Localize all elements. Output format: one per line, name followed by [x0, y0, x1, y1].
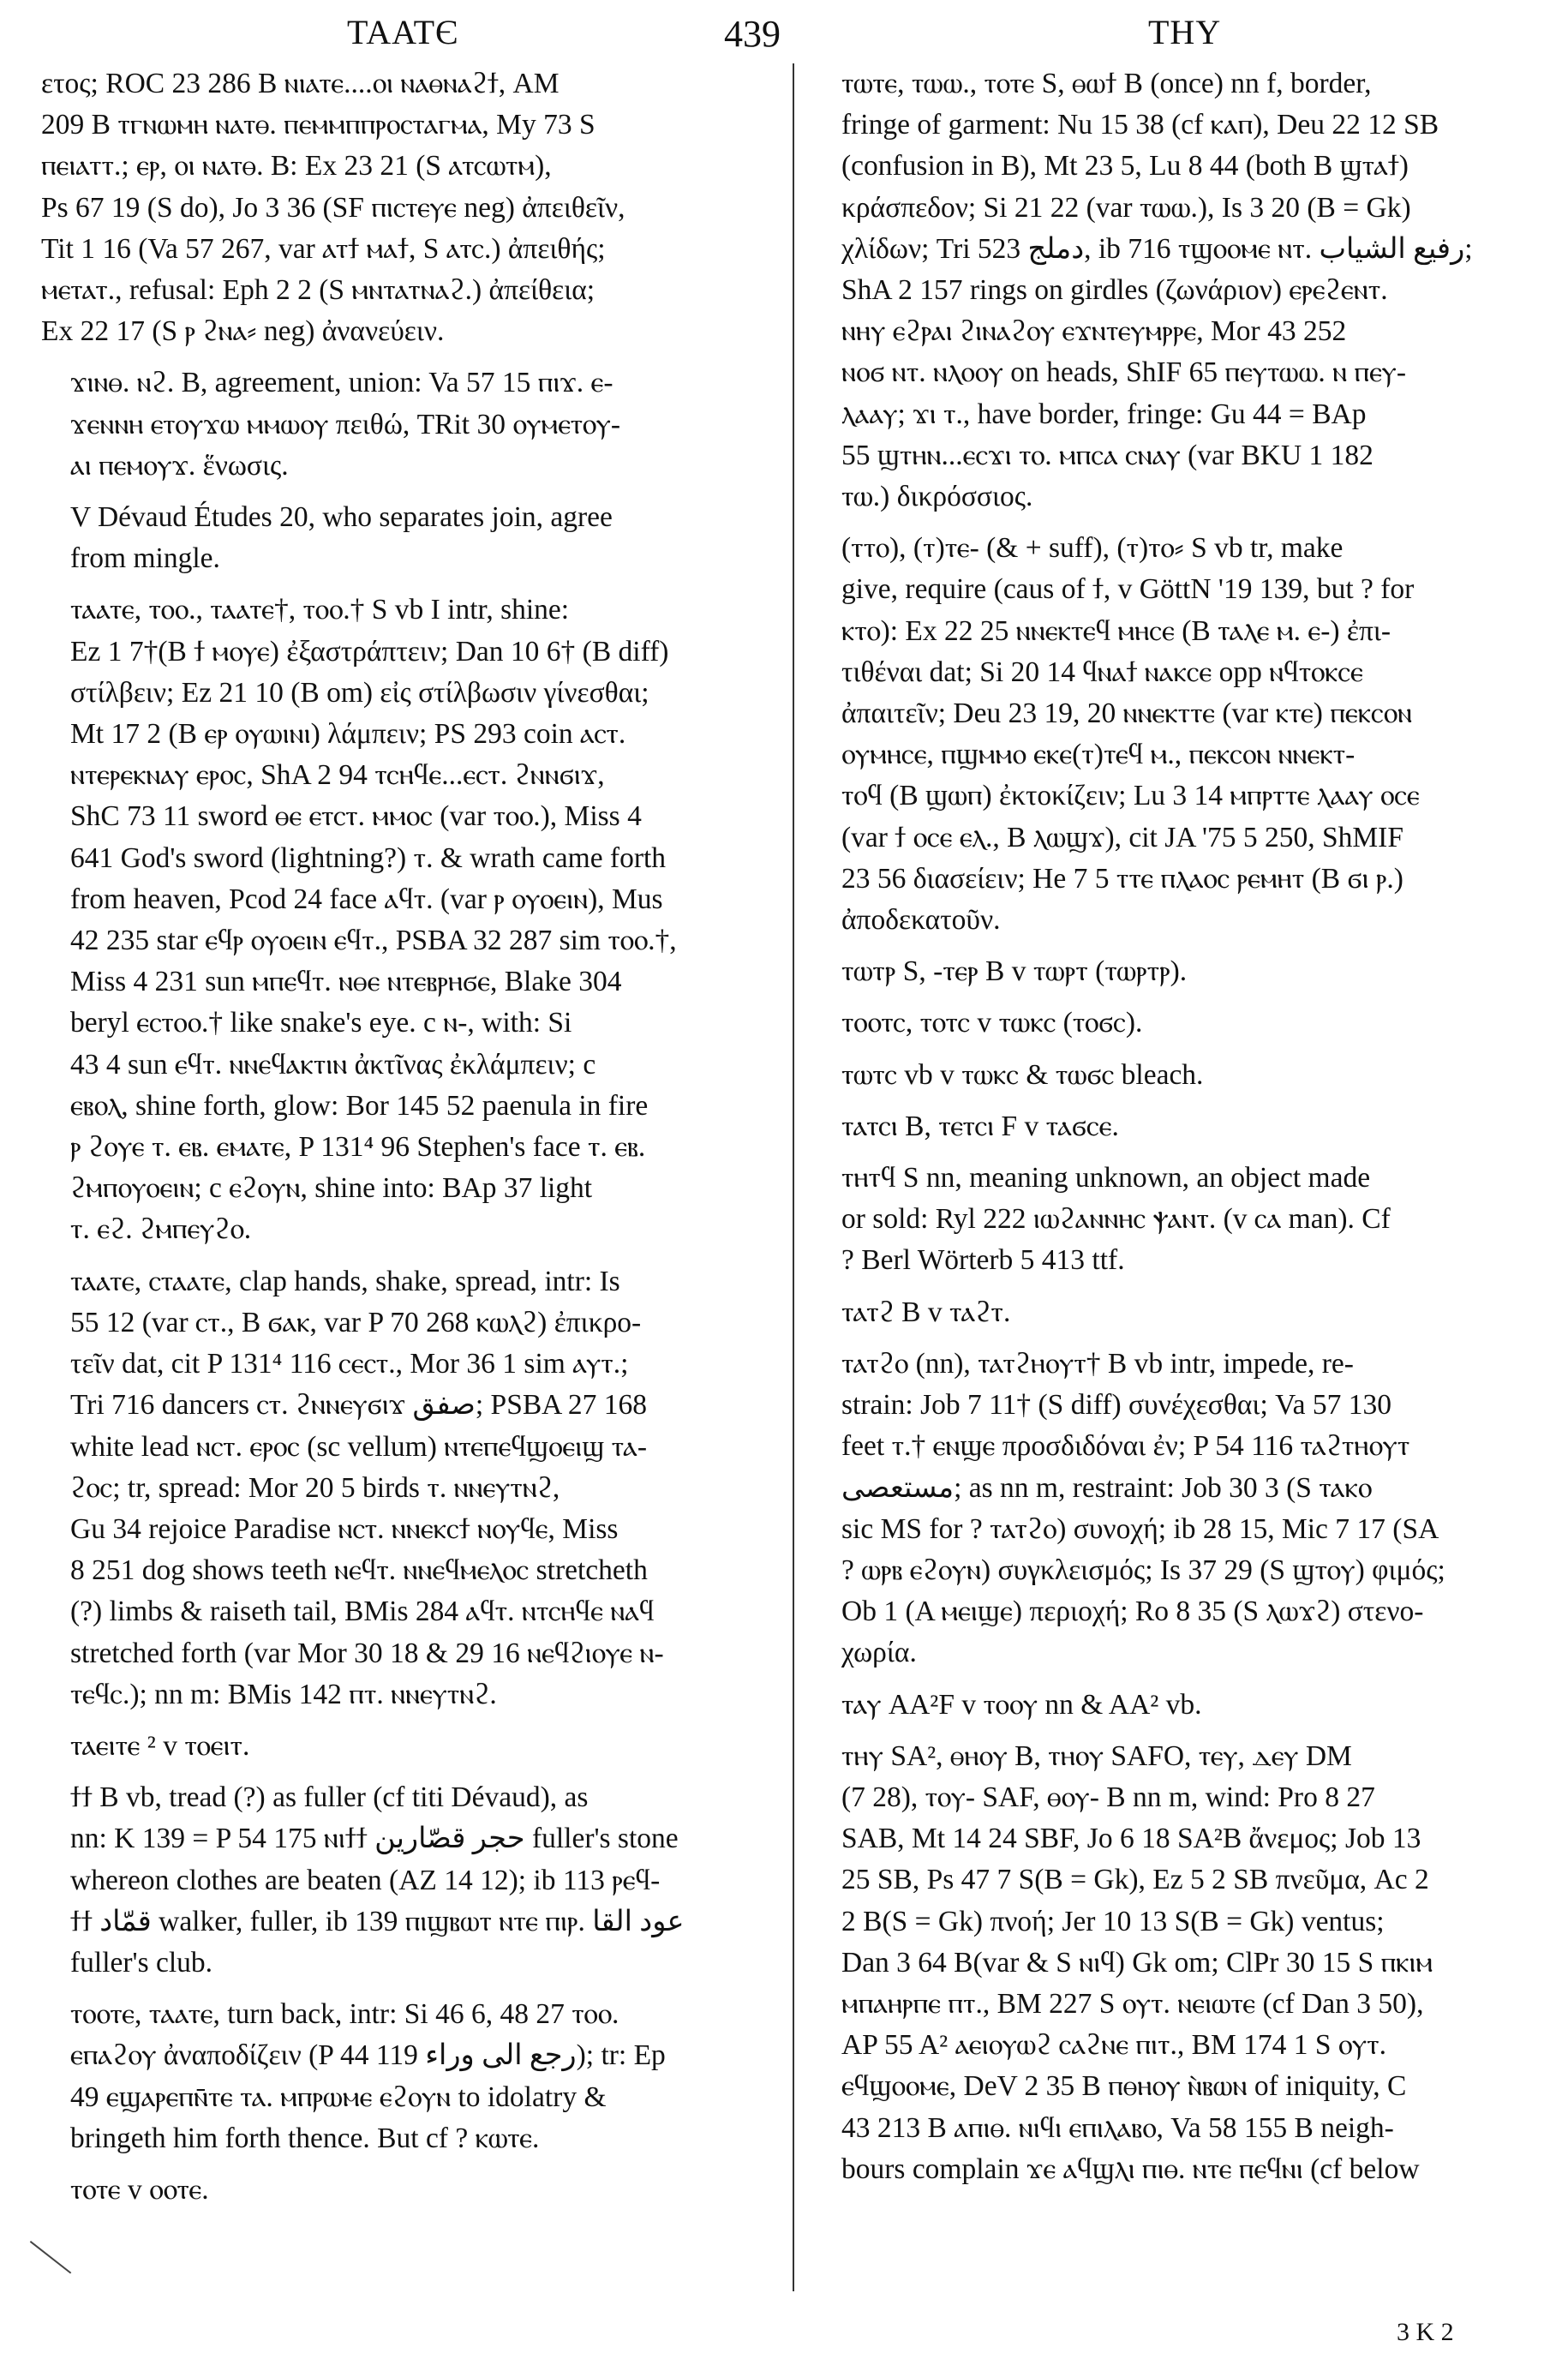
text-line: bringeth him forth thence. But cf ? ⲕⲱⲧⲉ. — [70, 2122, 540, 2154]
text-line: ϫⲉⲛⲛⲏ ⲉⲧⲟⲩϫⲱ ⲙⲙⲱⲟⲩ πειθώ, TRit 30 ⲟⲩⲙⲉⲧⲟⲩ- — [70, 408, 620, 440]
text-line: Tit 1 16 (Va 57 267, var ⲁⲧϯ ⲙⲁϯ, S ⲁⲧⲥ.) ἀπειθής; — [41, 232, 606, 265]
entry-paragraph — [812, 1158, 1549, 1282]
entry-paragraph — [41, 63, 778, 352]
text-line: مستعصى; as nn m, restraint: Job 30 3 (S ⲧⲁⲕⲟ — [841, 1471, 1373, 1504]
text-line: ⲧⲱⲧⲣ S, -ⲧⲉⲣ B v ⲧⲱⲣⲧ (ⲧⲱⲣⲧⲣ). — [841, 955, 1188, 988]
entry-paragraph — [812, 1003, 1549, 1044]
entry-paragraph — [41, 1994, 778, 2159]
text-line: Dan 3 64 B(var & S ⲛⲓϥ) Gk om; ClPr 30 15 S ⲡⲕⲓⲙ — [841, 1946, 1433, 1979]
text-line: beryl ⲉⲥⲧⲟⲟ.† like snake's eye. c ⲛ-, with: Si — [70, 1007, 572, 1039]
text-line: ⲡⲉⲓⲁⲧⲧ.; ⲉⲣ, ⲟⲓ ⲛⲁⲧⲑ. B: Ex 23 21 (S ⲁⲧⲥⲱⲧⲙ), — [41, 150, 552, 183]
text-line: give, require (caus of ϯ, v GöttN '19 139, but ? for — [841, 573, 1415, 606]
text-line: feet ⲧ.† ⲉⲛϣⲉ προσδιδόναι ἐν; P 54 116 ⲧⲁϩⲧⲏⲟⲩⲧ — [841, 1430, 1410, 1463]
text-line: Ez 1 7†(B ϯ ⲙⲟⲩⲉ) ἐξαστράπτειν; Dan 10 6† (B diff) — [70, 635, 669, 668]
text-line: ⲧⲁⲁⲧⲉ, ⲧⲟⲟ., ⲧⲁⲁⲧⲉ†, ⲧⲟⲟ.† S vb I intr, shine: — [70, 594, 570, 626]
entry-paragraph — [812, 63, 1549, 518]
text-line: ShA 2 157 rings on girdles (ζωνάριον) ⲉⲣⲉϩⲉⲛⲧ. — [841, 274, 1388, 307]
text-line: χλίδων; Tri 523 دملج, ib 716 ⲧϣⲟⲟⲙⲉ ⲛⲧ. رفيع الشياب; — [841, 232, 1473, 265]
text-line: ϯϯ قمّاد walker, fuller, ib 139 ⲡⲓϣⲃⲱⲧ ⲛⲧⲉ ⲡⲓⲣ. عود القا — [70, 1905, 685, 1937]
right-column — [812, 63, 1549, 2343]
text-line: 43 213 B ⲁⲡⲓⲑ. ⲛⲓϥⲓ ⲉⲡⲓⲗⲁⲃⲟ, Va 58 155 B neigh- — [841, 2111, 1394, 2144]
text-line: κράσπεδον; Si 21 22 (var ⲧⲱⲱ.), Is 3 20 (B = Gk) — [841, 191, 1411, 224]
text-line: ⲧⲱⲧⲉ, ⲧⲱⲱ., ⲧⲟⲧⲉ S, ⲑⲱϯ B (once) nn f, border, — [841, 68, 1372, 99]
text-line: 209 B ⲧⲅⲛⲱⲙⲏ ⲛⲁⲧⲑ. ⲡⲉⲙⲙⲡⲡⲣⲟⲥⲧⲁⲅⲙⲁ, My 73 S — [41, 109, 595, 141]
text-line: ⲛⲧⲉⲣⲉⲕⲛⲁⲩ ⲉⲣⲟⲥ, ShA 2 94 ⲧⲥⲏϥⲉ...ⲉⲥⲧ. ϩⲛⲛϭⲓϫ, — [70, 759, 605, 792]
entry-paragraph — [41, 1726, 778, 1767]
entry-paragraph — [812, 1292, 1549, 1333]
text-line: Ex 22 17 (S ⲣ ϩⲛⲁ⸗ neg) ἀνανεύειν. — [41, 315, 445, 348]
text-line: Gu 34 rejoice Paradise ⲛⲥⲧ. ⲛⲛⲉⲕⲥϯ ⲛⲟⲩϥⲉ, Miss — [70, 1512, 619, 1545]
text-line: nn: K 139 = P 54 175 ⲛⲓϯϯ حجر قصّارين fuller's stone — [70, 1823, 679, 1855]
text-line: (7 28), ⲧⲟⲩ- SAF, ⲑⲟⲩ- B nn m, wind: Pro 8 27 — [841, 1781, 1375, 1813]
text-line: 25 SB, Ps 47 7 S(B = Gk), Ez 5 2 SB πνεῦμα, Ac 2 — [841, 1864, 1429, 1896]
text-line: ⲧ. ⲉϩ. ϩⲙⲡⲉⲩϩⲟ. — [70, 1213, 252, 1246]
text-line: ⲧⲁⲧⲥⲓ B, ⲧⲉⲧⲥⲓ F v ⲧⲁϭⲥⲉ. — [841, 1110, 1119, 1142]
text-line: Miss 4 231 sun ⲙⲡⲉϥⲧ. ⲛⲑⲉ ⲛⲧⲉⲃⲣⲏϭⲉ, Blake 304 — [70, 966, 622, 998]
text-line: ⲁⲓ ⲡⲉⲙⲟⲩϫ. ἕνωσις. — [70, 449, 289, 482]
left-column — [41, 63, 778, 2343]
text-line: ⲉⲡⲁϩⲟⲩ ἀναποδίζειν (P 44 119 رجع الى وراء); tr: Ep — [70, 2039, 666, 2072]
text-line: (ⲧⲧⲟ), (ⲧ)ⲧⲉ- (& + suff), (ⲧ)ⲧⲟ⸗ S vb tr, make — [841, 532, 1344, 565]
text-line: bours complain ϫⲉ ⲁϥϣⲗⲓ ⲡⲓⲑ. ⲛⲧⲉ ⲡⲉϥⲛⲓ (cf below — [841, 2152, 1420, 2185]
text-line: 8 251 dog shows teeth ⲛⲉϥⲧ. ⲛⲛⲉϥⲙⲉⲗⲟⲥ stretcheth — [70, 1554, 648, 1587]
text-line: from mingle. — [70, 542, 220, 575]
text-line: ϫⲓⲛⲑ. ⲛϩ. B, agreement, union: Va 57 15 ⲡⲓϫ. ⲉ- — [70, 367, 613, 399]
text-line: sic MS for ? ⲧⲁⲧϩⲟ) συνοχή; ib 28 15, Mic 7 17 (SA — [841, 1512, 1439, 1545]
text-line: ἀποδεκατοῦν. — [841, 904, 1001, 937]
text-line: fuller's club. — [70, 1946, 213, 1979]
entry-paragraph — [812, 1344, 1549, 1674]
text-line: ⲧⲁⲁⲧⲉ, ⲥⲧⲁⲁⲧⲉ, clap hands, shake, spread, intr: Is — [70, 1265, 620, 1297]
text-line: ετος; ROC 23 286 B ⲛⲓⲁⲧⲉ....ⲟⲓ ⲛⲁⲑⲛⲁϩϯ, AM — [41, 68, 560, 99]
entry-paragraph — [812, 1106, 1549, 1147]
column-divider — [793, 63, 794, 2291]
entry-paragraph — [41, 1777, 778, 1984]
text-line: ϩⲙⲡⲟⲩⲟⲉⲓⲛ; c ⲉϩⲟⲩⲛ, shine into: BAp 37 light — [70, 1172, 593, 1205]
text-line: AP 55 A² ⲁⲉⲓⲟⲩⲱϩ ⲥⲁϩⲛⲉ ⲡⲓⲧ., BM 174 1 S ⲟⲩⲧ. — [841, 2029, 1386, 2062]
text-line: white lead ⲛⲥⲧ. ⲉⲣⲟⲥ (sc vellum) ⲛⲧⲉⲡⲉϥϣⲟⲉⲓϣ ⲧⲁ- — [70, 1430, 648, 1463]
text-line: (confusion in B), Mt 23 5, Lu 8 44 (both B ϣⲧⲁϯ) — [841, 150, 1409, 183]
text-line: ⲧⲁⲉⲓⲧⲉ ² v ⲧⲟⲉⲓⲧ. — [70, 1729, 250, 1762]
text-line: V Dévaud Études 20, who separates join, agree — [70, 501, 613, 534]
text-line: ⲙⲡⲁⲏⲣⲡⲉ ⲡⲧ., BM 227 S ⲟⲩⲧ. ⲛⲉⲓⲱⲧⲉ (cf Dan 3 50), — [841, 1987, 1424, 2020]
entry-paragraph — [41, 362, 778, 487]
text-line: ⲧⲱ.) δικρόσσιος. — [841, 481, 1033, 513]
entry-paragraph — [812, 528, 1549, 941]
running-head-right: ΤΗΥ — [1148, 13, 1222, 51]
text-line: stretched forth (var Mor 30 18 & 29 16 ⲛⲉϥϩⲓⲟⲩⲉ ⲛ- — [70, 1637, 664, 1669]
text-line: ⲕⲧⲟ): Ex 22 25 ⲛⲛⲉⲕⲧⲉϥ ⲙⲏⲥⲉ (B ⲧⲁⲗⲉ ⲙ. ⲉ-) ἐπι- — [841, 614, 1391, 647]
text-line: Ob 1 (A ⲙⲉⲓϣⲉ) περιοχή; Ro 8 35 (S ⲗⲱϫϩ) στενο- — [841, 1596, 1424, 1628]
text-line: τεῖν dat, cit P 131⁴ 116 ⲥⲉⲥⲧ., Mor 36 1 sim ⲁⲩⲧ.; — [70, 1348, 629, 1380]
text-line: ⲧⲟⲧⲉ v ⲟⲟⲧⲉ. — [70, 2173, 209, 2206]
text-line: ⲧⲉϥⲥ.); nn m: BMis 142 ⲡⲧ. ⲛⲛⲉⲩⲧⲛϩ. — [70, 1678, 497, 1710]
text-line: ? ⲱⲣⲃ ⲉϩⲟⲩⲛ) συγκλεισμός; Is 37 29 (S ϣⲧⲟⲩ) φιμός; — [841, 1554, 1445, 1586]
text-line: ⲧⲁⲩ AA²F v ⲧⲟⲟⲩ nn & AA² vb. — [841, 1688, 1202, 1721]
text-line: Tri 716 dancers ⲥⲧ. ϩⲛⲛⲉⲩϭⲓϫ صفق; PSBA 27 168 — [70, 1389, 648, 1422]
entry-paragraph — [812, 951, 1549, 992]
text-line: ϩⲟⲥ; tr, spread: Mor 20 5 birds ⲧ. ⲛⲛⲉⲩⲧⲛϩ, — [70, 1471, 560, 1504]
running-head-left: ΤΑΑΤЄ — [347, 13, 459, 51]
text-line: ⲧⲁⲧϩ B v ⲧⲁϩⲧ. — [841, 1296, 1011, 1328]
text-line: from heaven, Pcod 24 face ⲁϥⲧ. (var ⲣ ⲟⲩⲟⲉⲓⲛ), Mus — [70, 883, 663, 915]
text-line: ? Berl Wörterb 5 413 ttf. — [841, 1244, 1125, 1277]
text-line: ⲙⲉⲧⲁⲧ., refusal: Eph 2 2 (S ⲙⲛⲧⲁⲧⲛⲁϩ.) ἀπείθεια; — [41, 274, 595, 307]
entry-paragraph — [812, 1736, 1549, 2190]
text-line: ⲛⲟϭ ⲛⲧ. ⲛⲗⲟⲟⲩ on heads, ShIF 65 ⲡⲉⲩⲧⲱⲱ. ⲛ ⲡⲉⲩ- — [841, 356, 1406, 389]
text-line: ⲉϥϣⲟⲟⲙⲉ, DeV 2 35 B ⲡⲑⲏⲟⲩ ⲛ̀ⲃⲱⲛ of iniquity, C — [841, 2070, 1407, 2103]
entry-paragraph — [812, 1055, 1549, 1096]
text-line: ⲧⲟϥ (B ϣⲱⲡ) ἐκτοκίζειν; Lu 3 14 ⲙⲡⲣⲧⲧⲉ ⲗⲁⲁⲩ ⲟⲥⲉ — [841, 780, 1420, 812]
text-line: whereon clothes are beaten (AZ 14 12); ib 113 ⲣⲉϥ- — [70, 1864, 661, 1896]
text-line: ⲧⲁⲧϩⲟ (nn), ⲧⲁⲧϩⲏⲟⲩⲧ† B vb intr, impede, re- — [841, 1347, 1354, 1380]
text-line: Mt 17 2 (B ⲉⲣ ⲟⲩⲱⲓⲛⲓ) λάμπειν; PS 293 coin ⲁⲥⲧ. — [70, 718, 626, 751]
text-line: ⲧⲏⲧϥ S nn, meaning unknown, an object made — [841, 1162, 1371, 1194]
text-line: strain: Job 7 11† (S diff) συνέχεσθαι; Va 57 130 — [841, 1389, 1391, 1422]
text-line: ἀπαιτεῖν; Deu 23 19, 20 ⲛⲛⲉⲕⲧⲧⲉ (var ⲕⲧⲉ) ⲡⲉⲕⲥⲟⲛ — [841, 698, 1413, 730]
text-line: SAB, Mt 14 24 SBF, Jo 6 18 SA²B ἄνεμος; Job 13 — [841, 1823, 1421, 1855]
text-line: ⲧⲏⲩ SA², ⲑⲏⲟⲩ B, ⲧⲏⲟⲩ SAFO, ⲧⲉⲩ, ⲇⲉⲩ DM — [841, 1739, 1352, 1772]
entry-paragraph — [41, 1261, 778, 1715]
text-line: ⲣ ϩⲟⲩⲉ ⲧ. ⲉⲃ. ⲉⲙⲁⲧⲉ, P 131⁴ 96 Stephen's face ⲧ. ⲉⲃ. — [70, 1131, 646, 1164]
text-line: ⲟⲩⲙⲏⲥⲉ, ⲡϣⲙⲙⲟ ⲉⲕⲉ(ⲧ)ⲧⲉϥ ⲙ., ⲡⲉⲕⲥⲟⲛ ⲛⲛⲉⲕⲧ- — [841, 739, 1356, 771]
text-line: (?) limbs & raiseth tail, BMis 284 ⲁϥⲧ. ⲛⲧⲥⲏϥⲉ ⲛⲁϥ — [70, 1596, 655, 1628]
text-line: or sold: Ryl 222 ⲓⲱϩⲁⲛⲛⲏⲥ ⲯⲁⲛⲧ. (v ⲥⲁ man). Cf — [841, 1203, 1391, 1236]
text-line: Ps 67 19 (S do), Jo 3 36 (SF ⲡⲓⲥⲧⲉⲩⲉ neg) ἀπειθεῖν, — [41, 191, 625, 224]
text-line: 2 B(S = Gk) πνοή; Jer 10 13 S(B = Gk) ventus; — [841, 1905, 1385, 1937]
entry-paragraph — [41, 590, 778, 1250]
text-line: ShC 73 11 sword ⲑⲉ ⲉⲧⲥⲧ. ⲙⲙⲟⲥ (var ⲧⲟⲟ.), Miss 4 — [70, 800, 642, 833]
text-line: (var ϯ ⲟⲥⲉ ⲉⲗ., B ⲗⲱϣϫ), cit JA '75 5 250, ShMIF — [841, 821, 1403, 853]
text-line: 49 ⲉϣⲁⲣⲉⲡⲛ̄ⲧⲉ ⲧⲁ. ⲙⲡⲣⲱⲙⲉ ⲉϩⲟⲩⲛ to idolatry & — [70, 2081, 607, 2113]
text-line: ⲉⲃⲟⲗ, shine forth, glow: Bor 145 52 paenula in fire — [70, 1089, 649, 1122]
entry-paragraph — [812, 1685, 1549, 1726]
text-line: 42 235 star ⲉϥⲣ ⲟⲩⲟⲉⲓⲛ ⲉϥⲧ., PSBA 32 287 sim ⲧⲟⲟ.†, — [70, 925, 677, 957]
text-line: ⲧⲟⲟⲧⲉ, ⲧⲁⲁⲧⲉ, turn back, intr: Si 46 6, 48 27 ⲧⲟⲟ. — [70, 1998, 619, 2031]
text-line: 641 God's sword (lightning?) ⲧ. & wrath came forth — [70, 841, 667, 874]
text-line: 23 56 διασείειν; He 7 5 ⲧⲧⲉ ⲡⲗⲁⲟⲥ ⲣⲉⲙⲏⲧ (B ϭⲓ ⲣ.) — [841, 862, 1403, 895]
text-line: ϯϯ B vb, tread (?) as fuller (cf titi Dévaud), as — [70, 1781, 589, 1814]
text-line: 43 4 sun ⲉϥⲧ. ⲛⲛⲉϥⲁⲕⲧⲓⲛ ἀκτῖνας ἐκλάμπειν; c — [70, 1048, 596, 1081]
text-line: χωρία. — [841, 1637, 917, 1669]
signature-mark: 3 K 2 — [1397, 2318, 1454, 2346]
entry-paragraph — [41, 2170, 778, 2211]
text-line: ⲧⲟⲟⲧⲥ, ⲧⲟⲧⲥ v ⲧⲱⲕⲥ (ⲧⲟϭⲥ). — [841, 1007, 1143, 1039]
text-line: ⲧⲱⲧⲥ vb v ⲧⲱⲕⲥ & ⲧⲱϭⲥ bleach. — [841, 1058, 1204, 1091]
text-line: fringe of garment: Nu 15 38 (cf ⲕⲁⲡ), Deu 22 12 SB — [841, 109, 1439, 141]
text-line: ⲛⲏⲩ ⲉϩⲣⲁⲓ ϩⲓⲛⲁϩⲟⲩ ⲉϫⲛⲧⲉⲩⲙⲣⲣⲉ, Mor 43 252 — [841, 315, 1347, 348]
text-line: τιθέναι dat; Si 20 14 ϥⲛⲁϯ ⲛⲁⲕⲥⲉ opp ⲛϥⲧⲟⲕⲥⲉ — [841, 656, 1363, 688]
entry-paragraph — [41, 497, 778, 579]
page-number: 439 — [724, 13, 781, 55]
text-line: στίλβειν; Ez 21 10 (B om) εἰς στίλβωσιν γίνεσθαι; — [70, 676, 649, 709]
text-line: 55 12 (var ⲥⲧ., B ϭⲁⲕ, var P 70 268 ⲕⲱⲗϩ) ἐπικρο- — [70, 1306, 642, 1338]
text-line: 55 ϣⲧⲏⲛ...ⲉⲥϫⲓ ⲧⲟ. ⲙⲡⲥⲁ ⲥⲛⲁⲩ (var BKU 1 182 — [841, 439, 1373, 471]
text-line: ⲗⲁⲁⲩ; ϫⲓ ⲧ., have border, fringe: Gu 44 = BAp — [841, 398, 1367, 430]
